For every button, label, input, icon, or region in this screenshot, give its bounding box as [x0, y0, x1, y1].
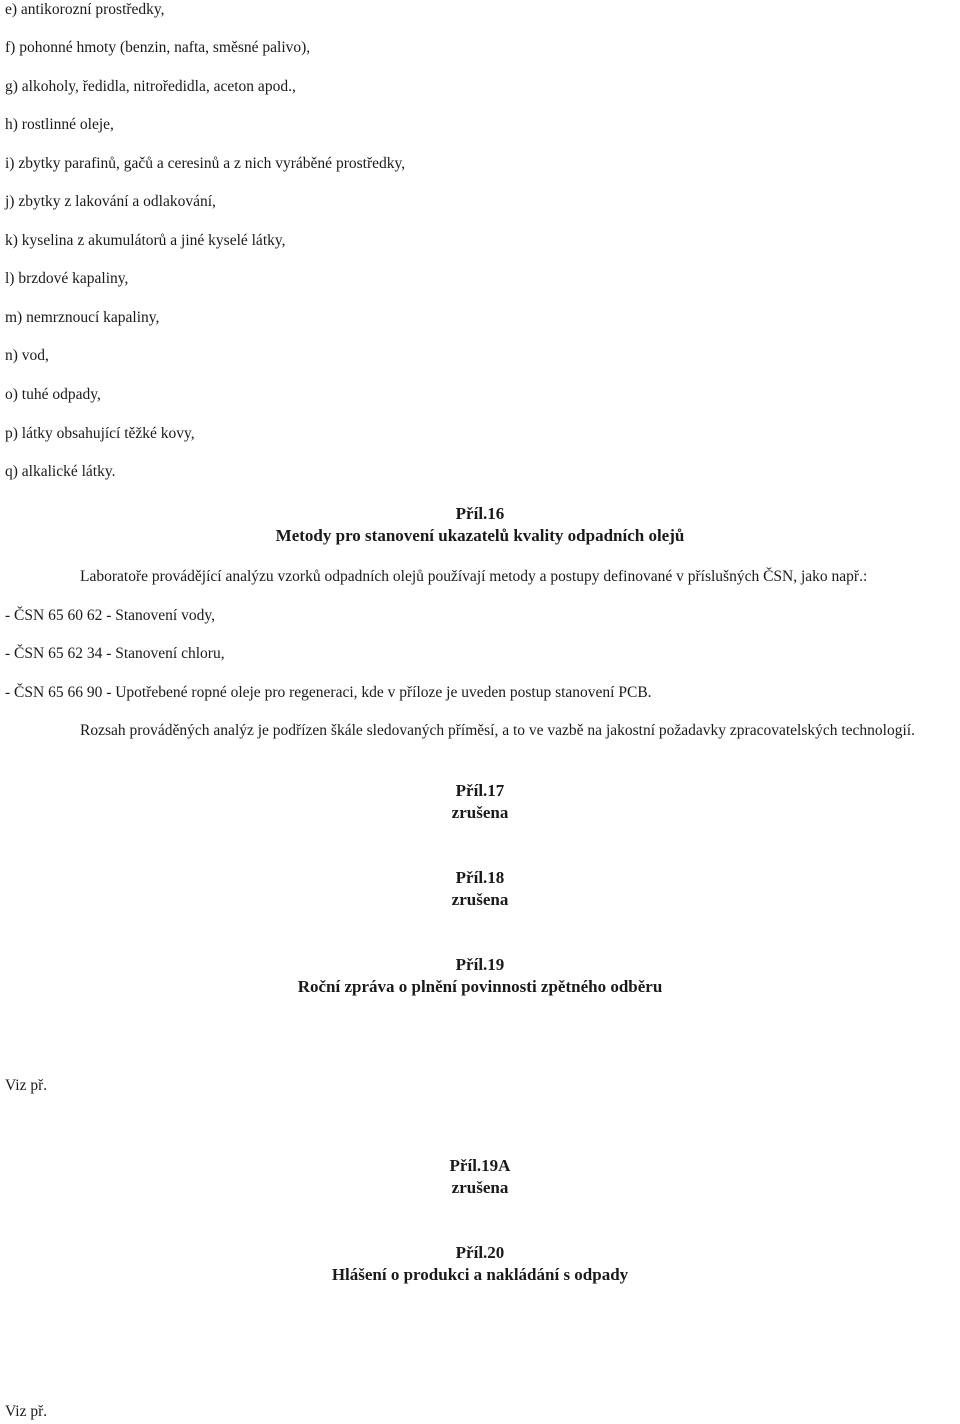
- appendix-16-intro: Laboratoře provádějící analýzu vzorků odpadních olejů používají metody a postupy definované v příslušných ČSN, jako např.:: [80, 568, 868, 585]
- list-item: p) látky obsahující těžké kovy,: [5, 425, 195, 442]
- appendix-19-reference: Viz př.: [5, 1077, 48, 1094]
- standard-item: - ČSN 65 60 62 - Stanovení vody,: [5, 607, 215, 624]
- list-item: q) alkalické látky.: [5, 463, 116, 480]
- list-item: k) kyselina z akumulátorů a jiné kyselé látky,: [5, 232, 286, 249]
- appendix-16-heading: Příl.16: [455, 504, 505, 523]
- appendix-19-heading: Příl.19: [455, 955, 505, 974]
- list-item: i) zbytky parafinů, gačů a ceresinů a z nich vyráběné prostředky,: [5, 155, 406, 172]
- appendix-19-title: Roční zpráva o plnění povinnosti zpětného odběru: [297, 977, 663, 996]
- list-item: o) tuhé odpady,: [5, 386, 101, 403]
- appendix-18-heading: Příl.18: [455, 868, 505, 887]
- standard-item: - ČSN 65 66 90 - Upotřebené ropné oleje pro regeneraci, kde v příloze je uveden postup stanovení PCB.: [5, 684, 652, 701]
- standard-item: - ČSN 65 62 34 - Stanovení chloru,: [5, 645, 225, 662]
- list-item: m) nemrznoucí kapaliny,: [5, 309, 160, 326]
- appendix-19a-status: zrušena: [451, 1178, 509, 1197]
- appendix-20-heading: Příl.20: [455, 1243, 505, 1262]
- appendix-17-heading: Příl.17: [455, 781, 505, 800]
- list-item: g) alkoholy, ředidla, nitroředidla, aceton apod.,: [5, 78, 296, 95]
- list-item: h) rostlinné oleje,: [5, 116, 114, 133]
- appendix-16-paragraph: [5, 721, 957, 741]
- appendix-20-title: Hlášení o produkci a nakládání s odpady: [331, 1265, 629, 1284]
- appendix-18-status: zrušena: [451, 890, 509, 909]
- list-item: l) brzdové kapaliny,: [5, 270, 129, 287]
- appendix-17-status: zrušena: [451, 803, 509, 822]
- appendix-19a-heading: Příl.19A: [449, 1156, 511, 1175]
- list-item: f) pohonné hmoty (benzin, nafta, směsné palivo),: [5, 39, 311, 56]
- list-item: j) zbytky z lakování a odlakování,: [5, 193, 216, 210]
- list-item: e) antikorozní prostředky,: [5, 1, 165, 18]
- appendix-16-paragraph-text: Rozsah prováděných analýz je podřízen škále sledovaných příměsí, a to ve vazbě na jakostní požadavky zpracovatelských technologií.: [80, 722, 915, 739]
- appendix-20-reference: Viz př.: [5, 1403, 48, 1420]
- list-item: n) vod,: [5, 347, 49, 364]
- appendix-16-title: Metody pro stanovení ukazatelů kvality odpadních olejů: [275, 526, 685, 545]
